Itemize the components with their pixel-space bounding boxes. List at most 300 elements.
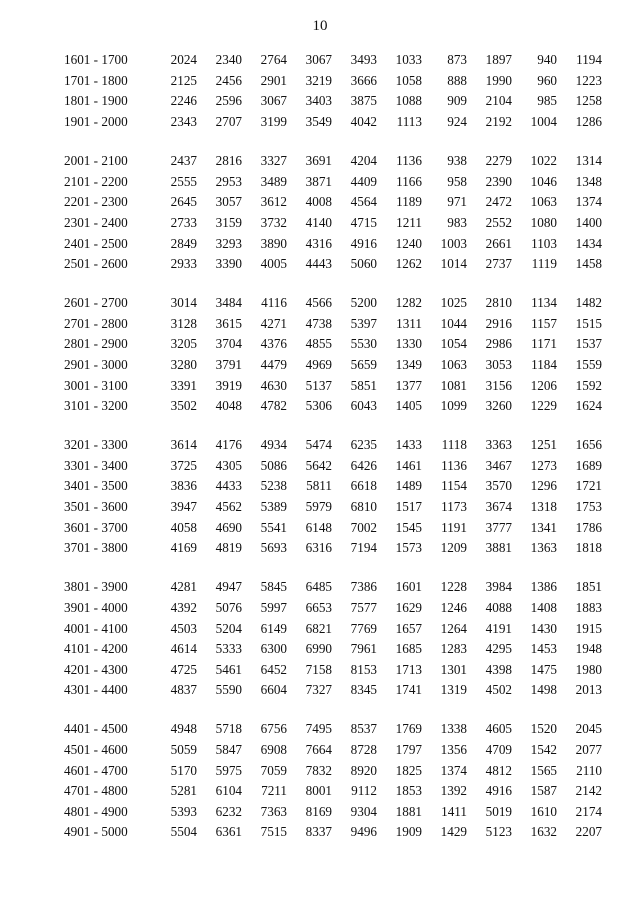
value-cell: 1851 [575,579,602,595]
value-cell: 7211 [261,783,287,799]
value-cell: 4116 [261,295,287,311]
value-cell: 4048 [215,398,242,414]
value-cell: 4204 [350,153,377,169]
value-cell: 6149 [260,620,287,636]
table-row [56,618,602,639]
table-row [56,538,602,559]
value-cell: 4916 [485,783,512,799]
value-cell: 1296 [530,478,557,494]
value-cell: 3067 [260,93,287,109]
value-cell: 1405 [395,398,422,414]
value-cell: 1088 [395,93,422,109]
range-cell: 4401 - 4500 [64,721,128,737]
value-cell: 7194 [350,540,377,556]
value-cell: 4281 [170,579,197,595]
value-cell: 1853 [395,783,422,799]
range-cell: 3401 - 3500 [64,478,128,494]
spacer-cell [56,701,602,720]
value-cell: 2390 [485,173,512,189]
value-cell: 4709 [485,742,512,758]
value-cell: 2472 [485,194,512,210]
range-cell: 4701 - 4800 [64,783,128,799]
table-row [56,91,602,112]
table-row [56,598,602,619]
value-cell: 3128 [170,315,197,331]
table-body [56,50,602,843]
table-row [56,112,602,133]
value-cell: 3947 [170,499,197,515]
value-cell: 1377 [395,377,422,393]
value-cell: 1209 [440,540,467,556]
value-cell: 4738 [305,315,332,331]
value-cell: 5393 [170,803,197,819]
value-cell: 1818 [575,540,602,556]
value-cell: 5718 [215,721,242,737]
value-cell: 3691 [305,153,332,169]
value-cell: 1273 [530,457,557,473]
value-cell: 1542 [530,742,557,758]
value-cell: 3467 [485,457,512,473]
value-cell: 9112 [351,783,377,799]
table-row [56,517,602,538]
data-table [56,50,602,843]
value-cell: 3014 [170,295,197,311]
value-cell: 3570 [485,478,512,494]
value-cell: 5461 [215,661,242,677]
value-cell: 2110 [576,762,602,778]
value-cell: 1258 [575,93,602,109]
value-cell: 3871 [305,173,332,189]
value-cell: 4948 [170,721,197,737]
range-cell: 3201 - 3300 [64,437,128,453]
value-cell: 6300 [260,641,287,657]
value-cell: 4837 [170,682,197,698]
value-cell: 3280 [170,357,197,373]
range-cell: 4301 - 4400 [64,682,128,698]
value-cell: 5019 [485,803,512,819]
range-cell: 1901 - 2000 [64,114,128,130]
value-cell: 4316 [305,235,332,251]
value-cell: 4140 [305,214,332,230]
value-cell: 4934 [260,437,287,453]
range-cell: 4201 - 4300 [64,661,128,677]
value-cell: 7769 [350,620,377,636]
value-cell: 1349 [395,357,422,373]
value-cell: 2340 [215,52,242,68]
value-cell: 4169 [170,540,197,556]
value-cell: 8337 [305,824,332,840]
value-cell: 3704 [215,336,242,352]
value-cell: 6148 [305,519,332,535]
value-cell: 6618 [350,478,377,494]
value-cell: 1330 [395,336,422,352]
value-cell: 1632 [530,824,557,840]
value-cell: 4479 [260,357,287,373]
value-cell: 3053 [485,357,512,373]
value-cell: 1119 [531,256,557,272]
value-cell: 4715 [350,214,377,230]
table-row [56,254,602,275]
value-cell: 1990 [485,72,512,88]
value-cell: 2552 [485,214,512,230]
value-cell: 7363 [260,803,287,819]
range-cell: 4001 - 4100 [64,620,128,636]
value-cell: 4176 [215,437,242,453]
value-cell: 1408 [530,599,557,615]
value-cell: 4566 [305,295,332,311]
value-cell: 4503 [170,620,197,636]
range-cell: 4501 - 4600 [64,742,128,758]
value-cell: 2816 [215,153,242,169]
value-cell: 4564 [350,194,377,210]
value-cell: 1063 [440,357,467,373]
table-row [56,802,602,823]
range-cell: 3301 - 3400 [64,457,128,473]
value-cell: 1374 [575,194,602,210]
value-cell: 1319 [440,682,467,698]
value-cell: 4605 [485,721,512,737]
value-cell: 5076 [215,599,242,615]
value-cell: 1286 [575,114,602,130]
table-row [56,334,602,355]
value-cell: 971 [447,194,467,210]
value-cell: 6232 [215,803,242,819]
value-cell: 3327 [260,153,287,169]
value-cell: 1498 [530,682,557,698]
value-cell: 6810 [350,499,377,515]
value-cell: 1883 [575,599,602,615]
value-cell: 1897 [485,52,512,68]
value-cell: 6316 [305,540,332,556]
value-cell: 7664 [305,742,332,758]
value-cell: 1311 [396,315,422,331]
value-cell: 2901 [260,72,287,88]
range-cell: 2201 - 2300 [64,194,128,210]
value-cell: 4058 [170,519,197,535]
value-cell: 4630 [260,377,287,393]
value-cell: 3836 [170,478,197,494]
table-row [56,50,602,71]
value-cell: 3199 [260,114,287,130]
group-spacer [56,559,602,578]
value-cell: 5238 [260,478,287,494]
value-cell: 3875 [350,93,377,109]
value-cell: 4614 [170,641,197,657]
value-cell: 1046 [530,173,557,189]
value-cell: 2142 [575,783,602,799]
value-cell: 1689 [575,457,602,473]
value-cell: 1909 [395,824,422,840]
range-cell: 2901 - 3000 [64,357,128,373]
table-row [56,659,602,680]
value-cell: 1194 [576,52,602,68]
value-cell: 4008 [305,194,332,210]
value-cell: 1240 [395,235,422,251]
value-cell: 1587 [530,783,557,799]
value-cell: 1044 [440,315,467,331]
value-cell: 1099 [440,398,467,414]
value-cell: 4690 [215,519,242,535]
value-cell: 4433 [215,478,242,494]
value-cell: 3666 [350,72,377,88]
value-cell: 1184 [531,357,557,373]
value-cell: 1453 [530,641,557,657]
range-cell: 3501 - 3600 [64,499,128,515]
value-cell: 3293 [215,235,242,251]
value-cell: 2456 [215,72,242,88]
value-cell: 2045 [575,721,602,737]
value-cell: 4562 [215,499,242,515]
value-cell: 1429 [440,824,467,840]
value-cell: 3674 [485,499,512,515]
table-row [56,639,602,660]
value-cell: 1489 [395,478,422,494]
value-cell: 3919 [215,377,242,393]
value-cell: 4295 [485,641,512,657]
value-cell: 5306 [305,398,332,414]
value-cell: 1386 [530,579,557,595]
value-cell: 3881 [485,540,512,556]
value-cell: 4392 [170,599,197,615]
value-cell: 1721 [575,478,602,494]
spacer-cell [56,274,602,293]
value-cell: 1475 [530,661,557,677]
value-cell: 909 [447,93,467,109]
spacer-cell [56,559,602,578]
value-cell: 1136 [396,153,422,169]
value-cell: 1080 [530,214,557,230]
value-cell: 958 [447,173,467,189]
value-cell: 4947 [215,579,242,595]
value-cell: 2849 [170,235,197,251]
value-cell: 1537 [575,336,602,352]
table-row [56,375,602,396]
value-cell: 5979 [305,499,332,515]
value-cell: 3390 [215,256,242,272]
value-cell: 4191 [485,620,512,636]
value-cell: 8153 [350,661,377,677]
value-cell: 4725 [170,661,197,677]
value-cell: 924 [447,114,467,130]
value-cell: 8345 [350,682,377,698]
table-row [56,435,602,456]
value-cell: 7961 [350,641,377,657]
value-cell: 4812 [485,762,512,778]
value-cell: 1461 [395,457,422,473]
value-cell: 2192 [485,114,512,130]
range-cell: 2801 - 2900 [64,336,128,352]
table-row [56,476,602,497]
range-cell: 1801 - 1900 [64,93,128,109]
range-cell: 3701 - 3800 [64,540,128,556]
value-cell: 4502 [485,682,512,698]
value-cell: 940 [537,52,557,68]
value-cell: 1189 [396,194,422,210]
group-spacer [56,274,602,293]
value-cell: 9304 [350,803,377,819]
value-cell: 1301 [440,661,467,677]
value-cell: 1517 [395,499,422,515]
value-cell: 7577 [350,599,377,615]
value-cell: 1769 [395,721,422,737]
value-cell: 5170 [170,762,197,778]
value-cell: 1624 [575,398,602,414]
value-cell: 1520 [530,721,557,737]
value-cell: 1348 [575,173,602,189]
value-cell: 5693 [260,540,287,556]
value-cell: 4969 [305,357,332,373]
value-cell: 5530 [350,336,377,352]
value-cell: 2246 [170,93,197,109]
range-cell: 3101 - 3200 [64,398,128,414]
value-cell: 7386 [350,579,377,595]
value-cell: 960 [537,72,557,88]
table-row [56,760,602,781]
value-cell: 2733 [170,214,197,230]
value-cell: 6452 [260,661,287,677]
range-cell: 3801 - 3900 [64,579,128,595]
table-row [56,781,602,802]
value-cell: 2596 [215,93,242,109]
value-cell: 1356 [440,742,467,758]
value-cell: 2437 [170,153,197,169]
value-cell: 5281 [170,783,197,799]
value-cell: 3159 [215,214,242,230]
value-cell: 7059 [260,762,287,778]
value-cell: 4819 [215,540,242,556]
table-row [56,355,602,376]
value-cell: 3612 [260,194,287,210]
value-cell: 5659 [350,357,377,373]
data-table-container [56,50,602,843]
value-cell: 3502 [170,398,197,414]
value-cell: 1374 [440,762,467,778]
value-cell: 1629 [395,599,422,615]
value-cell: 1003 [440,235,467,251]
value-cell: 5474 [305,437,332,453]
value-cell: 3725 [170,457,197,473]
value-cell: 6821 [305,620,332,636]
value-cell: 1573 [395,540,422,556]
value-cell: 2343 [170,114,197,130]
value-cell: 1081 [440,377,467,393]
value-cell: 2645 [170,194,197,210]
value-cell: 1656 [575,437,602,453]
spacer-cell [56,132,602,151]
range-cell: 3001 - 3100 [64,377,128,393]
range-cell: 2601 - 2700 [64,295,128,311]
value-cell: 6756 [260,721,287,737]
value-cell: 5997 [260,599,287,615]
table-row [56,719,602,740]
value-cell: 8001 [305,783,332,799]
value-cell: 2737 [485,256,512,272]
value-cell: 6235 [350,437,377,453]
value-cell: 1166 [396,173,422,189]
value-cell: 1482 [575,295,602,311]
value-cell: 2077 [575,742,602,758]
value-cell: 1458 [575,256,602,272]
value-cell: 1797 [395,742,422,758]
value-cell: 4042 [350,114,377,130]
range-cell: 2001 - 2100 [64,153,128,169]
value-cell: 7832 [305,762,332,778]
value-cell: 6653 [305,599,332,615]
value-cell: 1610 [530,803,557,819]
range-cell: 1701 - 1800 [64,72,128,88]
value-cell: 1430 [530,620,557,636]
value-cell: 1262 [395,256,422,272]
value-cell: 2707 [215,114,242,130]
value-cell: 3614 [170,437,197,453]
value-cell: 4398 [485,661,512,677]
table-row [56,151,602,172]
value-cell: 3057 [215,194,242,210]
value-cell: 3549 [305,114,332,130]
value-cell: 5200 [350,295,377,311]
value-cell: 1206 [530,377,557,393]
value-cell: 7327 [305,682,332,698]
value-cell: 6361 [215,824,242,840]
range-cell: 2701 - 2800 [64,315,128,331]
value-cell: 5204 [215,620,242,636]
value-cell: 1338 [440,721,467,737]
table-row [56,456,602,477]
range-cell: 2301 - 2400 [64,214,128,230]
value-cell: 1063 [530,194,557,210]
value-cell: 1246 [440,599,467,615]
page-number: 10 [312,18,328,34]
value-cell: 1025 [440,295,467,311]
value-cell: 1173 [441,499,467,515]
value-cell: 8537 [350,721,377,737]
value-cell: 6104 [215,783,242,799]
table-row [56,293,602,314]
value-cell: 2174 [575,803,602,819]
value-cell: 2764 [260,52,287,68]
range-cell: 2101 - 2200 [64,173,128,189]
value-cell: 2104 [485,93,512,109]
value-cell: 2810 [485,295,512,311]
value-cell: 1283 [440,641,467,657]
value-cell: 4409 [350,173,377,189]
value-cell: 3260 [485,398,512,414]
value-cell: 5333 [215,641,242,657]
value-cell: 8728 [350,742,377,758]
value-cell: 5060 [350,256,377,272]
table-row [56,497,602,518]
value-cell: 6908 [260,742,287,758]
value-cell: 1433 [395,437,422,453]
value-cell: 1229 [530,398,557,414]
value-cell: 4305 [215,457,242,473]
value-cell: 3493 [350,52,377,68]
value-cell: 5847 [215,742,242,758]
value-cell: 1103 [531,235,557,251]
value-cell: 1058 [395,72,422,88]
value-cell: 1753 [575,499,602,515]
value-cell: 8169 [305,803,332,819]
value-cell: 1014 [440,256,467,272]
value-cell: 5086 [260,457,287,473]
range-cell: 2501 - 2600 [64,256,128,272]
value-cell: 938 [447,153,467,169]
range-cell: 3901 - 4000 [64,599,128,615]
value-cell: 3777 [485,519,512,535]
value-cell: 3156 [485,377,512,393]
value-cell: 873 [447,52,467,68]
value-cell: 1515 [575,315,602,331]
